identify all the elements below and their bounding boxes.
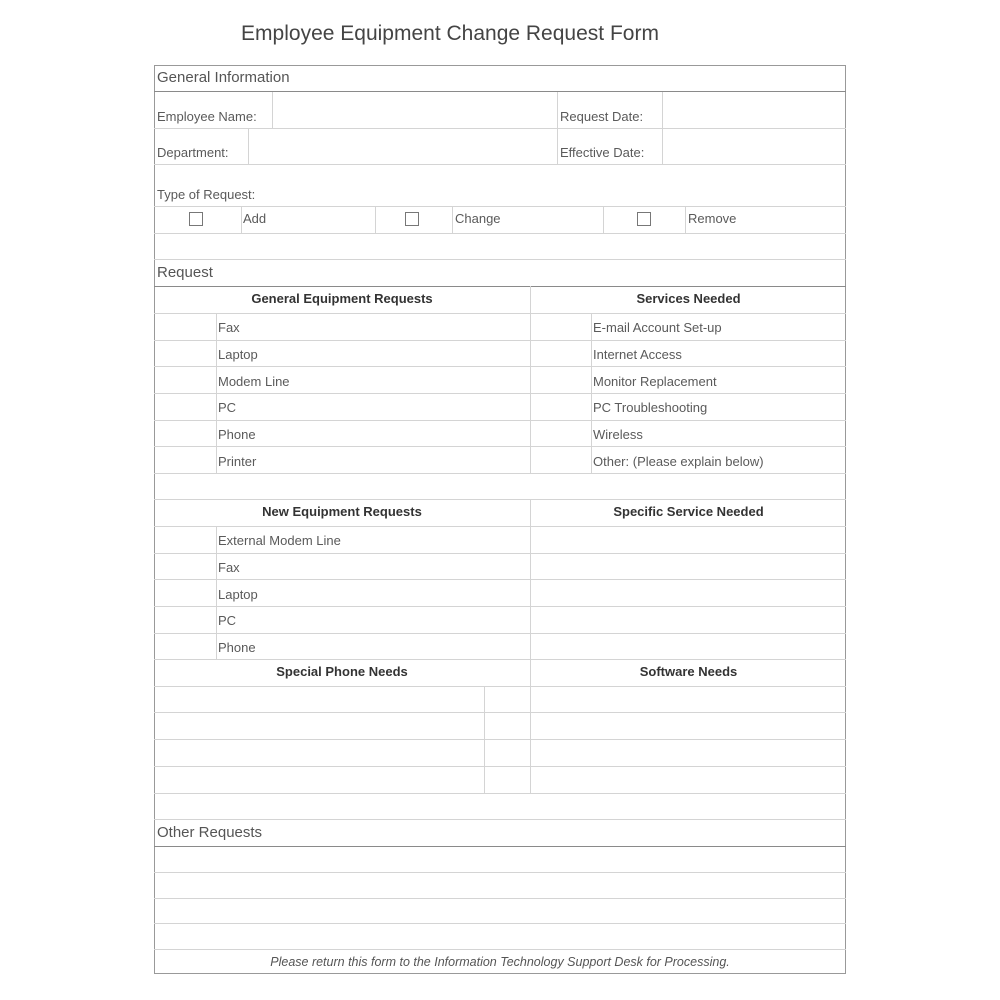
divider (154, 872, 846, 873)
divider (154, 499, 846, 500)
divider (154, 259, 846, 260)
services-item: Other: (Please explain below) (593, 454, 764, 469)
divider (154, 286, 846, 287)
effective-date-field[interactable] (663, 129, 845, 164)
remove-checkbox[interactable] (637, 212, 651, 226)
divider (375, 206, 376, 233)
divider (154, 446, 846, 447)
add-checkbox[interactable] (189, 212, 203, 226)
general-equipment-item: PC (218, 400, 237, 415)
request-date-label: Request Date: (560, 109, 644, 124)
divider (603, 206, 604, 233)
other-requests-heading: Other Requests (157, 824, 263, 841)
request-date-field[interactable] (663, 92, 845, 128)
divider (154, 606, 846, 607)
divider (530, 499, 531, 793)
divider (154, 206, 846, 207)
divider (154, 164, 846, 165)
divider (154, 686, 846, 687)
change-label: Change (455, 211, 501, 226)
general-equipment-item: Laptop (218, 347, 258, 362)
divider (154, 366, 846, 367)
type-of-request-label: Type of Request: (157, 187, 256, 202)
general-equipment-item: Phone (218, 427, 256, 442)
services-item: Monitor Replacement (593, 374, 717, 389)
new-equipment-header: New Equipment Requests (262, 504, 422, 519)
software-header: Software Needs (639, 664, 738, 679)
employee-name-field[interactable] (273, 92, 557, 128)
divider (154, 473, 846, 474)
divider (154, 739, 846, 740)
divider (154, 659, 846, 660)
new-equipment-item: Phone (218, 640, 256, 655)
add-label: Add (243, 211, 267, 226)
specific-service-header: Specific Service Needed (613, 504, 764, 519)
divider (154, 420, 846, 421)
divider (154, 793, 846, 794)
department-field[interactable] (249, 129, 557, 164)
divider (154, 923, 846, 924)
divider (154, 553, 846, 554)
department-label: Department: (157, 145, 229, 160)
divider (154, 579, 846, 580)
divider (154, 340, 846, 341)
footer-note: Please return this form to the Information Technology Support Desk for Processing. (270, 955, 730, 969)
divider (154, 766, 846, 767)
general-equipment-item: Fax (218, 320, 240, 335)
form-title: Employee Equipment Change Request Form (241, 22, 659, 45)
divider (154, 819, 846, 820)
general-equipment-item: Printer (218, 454, 257, 469)
special-phone-header: Special Phone Needs (276, 664, 408, 679)
general-equipment-item: Modem Line (218, 374, 290, 389)
new-equipment-item: Laptop (218, 587, 258, 602)
remove-label: Remove (688, 211, 737, 226)
divider (685, 206, 686, 233)
effective-date-label: Effective Date: (560, 145, 645, 160)
new-equipment-item: PC (218, 613, 237, 628)
request-heading: Request (157, 264, 213, 281)
employee-name-label: Employee Name: (157, 109, 257, 124)
divider (154, 712, 846, 713)
new-equipment-item: External Modem Line (218, 533, 341, 548)
divider (530, 286, 531, 473)
services-item: Internet Access (593, 347, 682, 362)
divider (154, 233, 846, 234)
divider (216, 526, 217, 659)
divider (557, 92, 558, 128)
divider (557, 128, 558, 164)
general-equipment-header: General Equipment Requests (251, 291, 433, 306)
services-needed-header: Services Needed (636, 291, 741, 306)
divider (154, 313, 846, 314)
divider (452, 206, 453, 233)
divider (241, 206, 242, 233)
divider (154, 526, 846, 527)
services-item: E-mail Account Set-up (593, 320, 722, 335)
new-equipment-item: Fax (218, 560, 240, 575)
change-checkbox[interactable] (405, 212, 419, 226)
divider (272, 92, 273, 128)
services-item: PC Troubleshooting (593, 400, 708, 415)
divider (154, 393, 846, 394)
divider (154, 633, 846, 634)
services-item: Wireless (593, 427, 643, 442)
general-information-heading: General Information (157, 69, 290, 86)
divider (154, 898, 846, 899)
divider (154, 949, 846, 950)
